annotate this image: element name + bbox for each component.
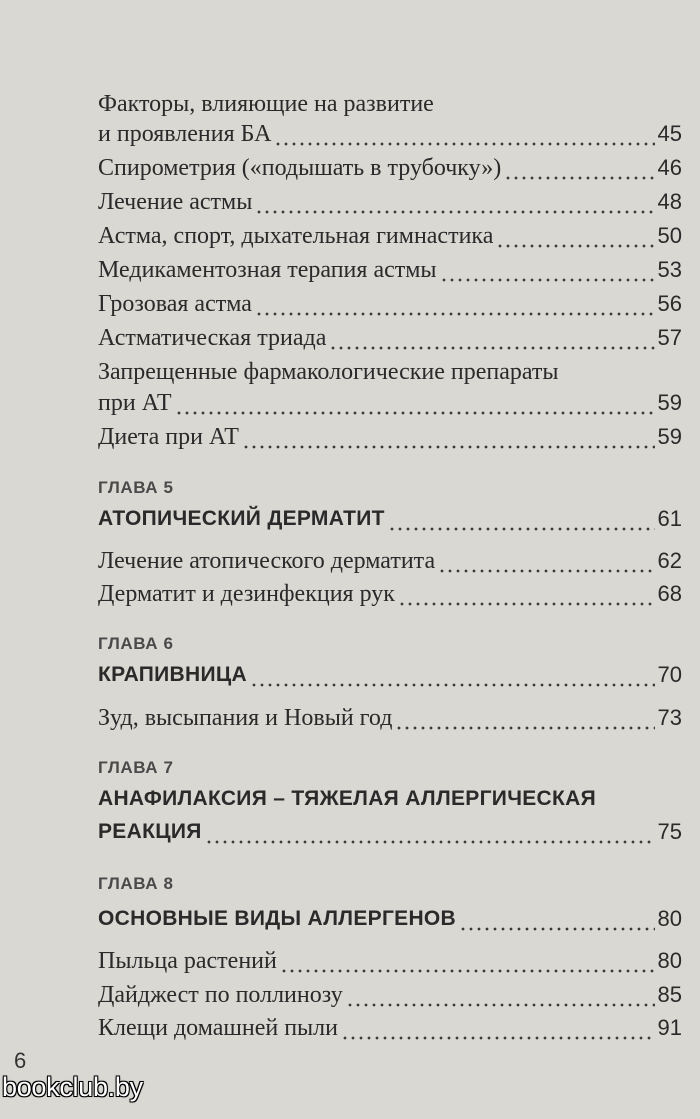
toc-entry-title: Лечение атопического дерматита	[98, 548, 436, 574]
toc-entry-title: Медикаментозная терапия астмы	[98, 257, 437, 283]
chapter-title: АТОПИЧЕСКИЙ ДЕРМАТИТ	[98, 507, 385, 530]
toc-page-number: 53	[657, 257, 682, 282]
chapter-title-row	[98, 815, 682, 849]
toc-page-number: 56	[657, 291, 682, 316]
toc-entry	[98, 355, 682, 389]
toc-entry	[98, 420, 682, 454]
dot-leader	[459, 902, 654, 936]
chapter-label: ГЛАВА 7	[98, 758, 174, 777]
toc-page-number: 75	[657, 819, 682, 844]
chapter-title-row	[98, 782, 682, 816]
dot-leader	[438, 544, 654, 578]
toc-entry-title: Зуд, высыпания и Новый год	[98, 705, 393, 731]
toc-entry-title: Лечение астмы	[98, 189, 253, 215]
toc-page-number: 70	[657, 662, 682, 687]
dot-leader	[242, 420, 655, 454]
page-number: 6	[14, 1048, 27, 1073]
dot-leader	[341, 1011, 655, 1045]
chapter-label: ГЛАВА 8	[98, 874, 174, 893]
toc-page-number: 62	[657, 548, 682, 573]
chapter-title-row	[98, 902, 682, 936]
dot-leader	[388, 502, 655, 536]
toc-entry	[98, 87, 682, 121]
chapter-title: КРАПИВНИЦА	[98, 663, 247, 686]
dot-leader	[280, 944, 655, 978]
dot-leader	[346, 978, 655, 1012]
toc-entry-title: Диета при АТ	[98, 424, 239, 450]
toc-page-number: 85	[657, 982, 682, 1007]
chapter-label: ГЛАВА 5	[98, 478, 174, 497]
toc-entry	[98, 287, 682, 321]
toc-entry-title: Факторы, влияющие на развитие	[98, 91, 434, 117]
dot-leader	[329, 321, 654, 355]
toc-entry-title: Астма, спорт, дыхательная гимнастика	[98, 223, 494, 249]
toc-entry-title: Спирометрия («подышать в трубочку»)	[98, 155, 502, 181]
toc-page-number: 61	[657, 506, 682, 531]
chapter-title: РЕАКЦИЯ	[98, 820, 202, 843]
toc-entry	[98, 185, 682, 219]
toc-entry-title: Грозовая астма	[98, 291, 252, 317]
toc-entry-title: Клещи домашней пыли	[98, 1015, 338, 1041]
dot-leader	[496, 219, 654, 253]
toc-page-number: 50	[657, 223, 682, 248]
toc-page-number: 59	[657, 390, 682, 415]
dot-leader	[205, 815, 655, 849]
toc-page-number: 73	[657, 705, 682, 730]
site-watermark: bookclub.by	[2, 1072, 143, 1102]
toc-entry	[98, 117, 682, 151]
toc-entry-title: Дерматит и дезинфекция рук	[98, 581, 395, 607]
dot-leader	[398, 577, 655, 611]
dot-leader	[255, 287, 655, 321]
chapter-title-row	[98, 658, 682, 692]
toc-entry-title: Запрещенные фармакологические препараты	[98, 359, 559, 385]
toc-entry	[98, 219, 682, 253]
toc-entry-title: при АТ	[98, 390, 172, 416]
toc-entry-title: и проявления БА	[98, 121, 272, 147]
chapter-label: ГЛАВА 6	[98, 634, 174, 653]
toc-page-number: 45	[657, 121, 682, 146]
dot-leader	[175, 386, 655, 420]
toc-entry	[98, 577, 682, 611]
toc-entry	[98, 386, 682, 420]
toc-entry	[98, 151, 682, 185]
chapter-title: АНАФИЛАКСИЯ – ТЯЖЕЛАЯ АЛЛЕРГИЧЕСКАЯ	[98, 787, 597, 810]
toc-entry	[98, 944, 682, 978]
toc-entry	[98, 701, 682, 735]
toc-page-number: 80	[657, 906, 682, 931]
toc-page-number: 48	[657, 189, 682, 214]
dot-leader	[250, 658, 655, 692]
toc-entry	[98, 253, 682, 287]
toc-page-number: 57	[657, 325, 682, 350]
toc-entry-title: Астматическая триада	[98, 325, 327, 351]
dot-leader	[395, 701, 654, 735]
toc-page-number: 68	[657, 581, 682, 606]
toc-entry	[98, 544, 682, 578]
toc-page-number: 46	[657, 155, 682, 180]
dot-leader	[255, 185, 654, 219]
toc-entry	[98, 978, 682, 1012]
toc-page-number: 91	[657, 1015, 682, 1040]
dot-leader	[274, 117, 654, 151]
dot-leader	[504, 151, 654, 185]
toc-entry-title: Дайджест по поллинозу	[98, 982, 343, 1008]
toc-entry	[98, 321, 682, 355]
chapter-title: ОСНОВНЫЕ ВИДЫ АЛЛЕРГЕНОВ	[98, 907, 457, 930]
toc-page-number: 80	[657, 948, 682, 973]
toc-entry	[98, 1011, 682, 1045]
toc-entry-title: Пыльца растений	[98, 948, 277, 974]
dot-leader	[440, 253, 655, 287]
chapter-title-row	[98, 502, 682, 536]
toc-page-number: 59	[657, 424, 682, 449]
